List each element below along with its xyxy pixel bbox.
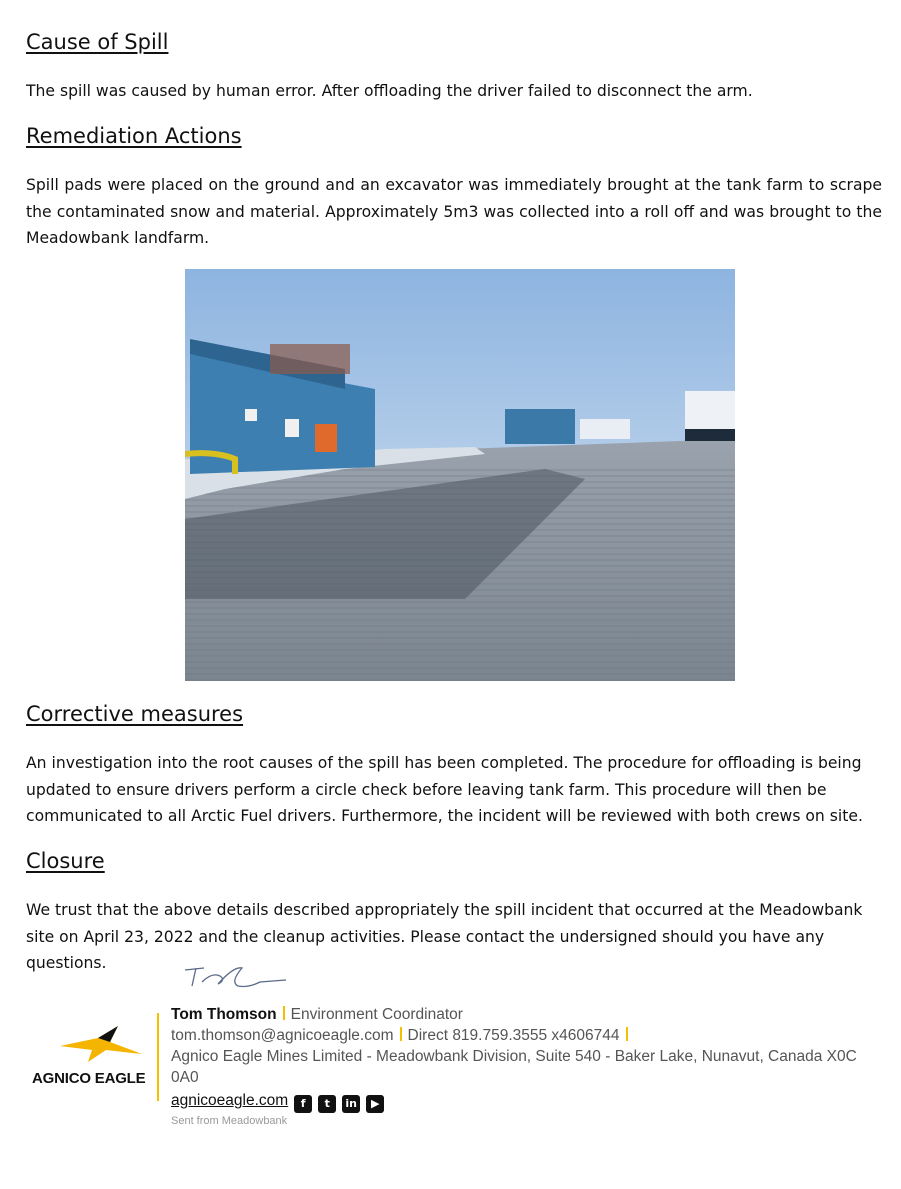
separator (400, 1027, 402, 1041)
corrective-text: An investigation into the root causes of the spill has been completed. The procedure for offloading is being updated to ensure drivers perform a circle check before leaving tank farm. This procedure will then be communicated to all Arctic Fuel drivers. Furthermore, the incident will be reviewed with both crews on site. (26, 754, 863, 825)
signature-address-line: Agnico Eagle Mines Limited - Meadowbank Division, Suite 540 - Baker Lake, Nunavut, Canada X0C (171, 1048, 857, 1065)
signature-contact-line (171, 1027, 634, 1045)
signature-address-line-2: 0A0 (171, 1069, 199, 1086)
cause-heading: Cause of Spill (26, 30, 169, 54)
signer-name: Tom Thomson (171, 1006, 277, 1023)
facebook-icon[interactable]: f (294, 1095, 312, 1113)
youtube-icon[interactable]: ▶ (366, 1095, 384, 1113)
separator (283, 1006, 285, 1020)
tank-farm-photo (185, 269, 735, 681)
separator (626, 1027, 628, 1041)
website-link[interactable]: agnicoeagle.com (171, 1092, 289, 1109)
signature-web-line (171, 1092, 384, 1113)
closure-heading: Closure (26, 849, 105, 873)
sent-from-note: Sent from Meadowbank (171, 1115, 288, 1127)
remediation-text: Spill pads were placed on the ground and an excavator was immediately brought at the tank farm to scrape the contaminated snow and material. Approximately 5m3 was collected into a roll off and was brought to the Meadowbank landfarm. (26, 176, 882, 247)
remediation-heading: Remediation Actions (26, 124, 242, 148)
signer-email[interactable]: tom.thomson@agnicoeagle.com (171, 1027, 394, 1044)
logo-text: AGNICO EAGLE (32, 1070, 146, 1087)
closure-text: We trust that the above details described appropriately the spill incident that occurred at the Meadowbank site on April 23, 2022 and the cleanup activities. Please contact the undersigned should you have any questions. (26, 901, 863, 972)
corrective-heading: Corrective measures (26, 702, 244, 726)
signer-direct: Direct 819.759.3555 x4606744 (407, 1027, 620, 1044)
cause-text: The spill was caused by human error. After offloading the driver failed to disconnect the arm. (26, 82, 753, 100)
signer-title: Environment Coordinator (290, 1006, 463, 1023)
handwritten-signature (182, 962, 292, 998)
linkedin-icon[interactable]: in (342, 1095, 360, 1113)
twitter-icon[interactable]: t (318, 1095, 336, 1113)
signature-name-line (171, 1006, 463, 1024)
signature-divider (157, 1013, 159, 1101)
eagle-icon (58, 1024, 148, 1064)
